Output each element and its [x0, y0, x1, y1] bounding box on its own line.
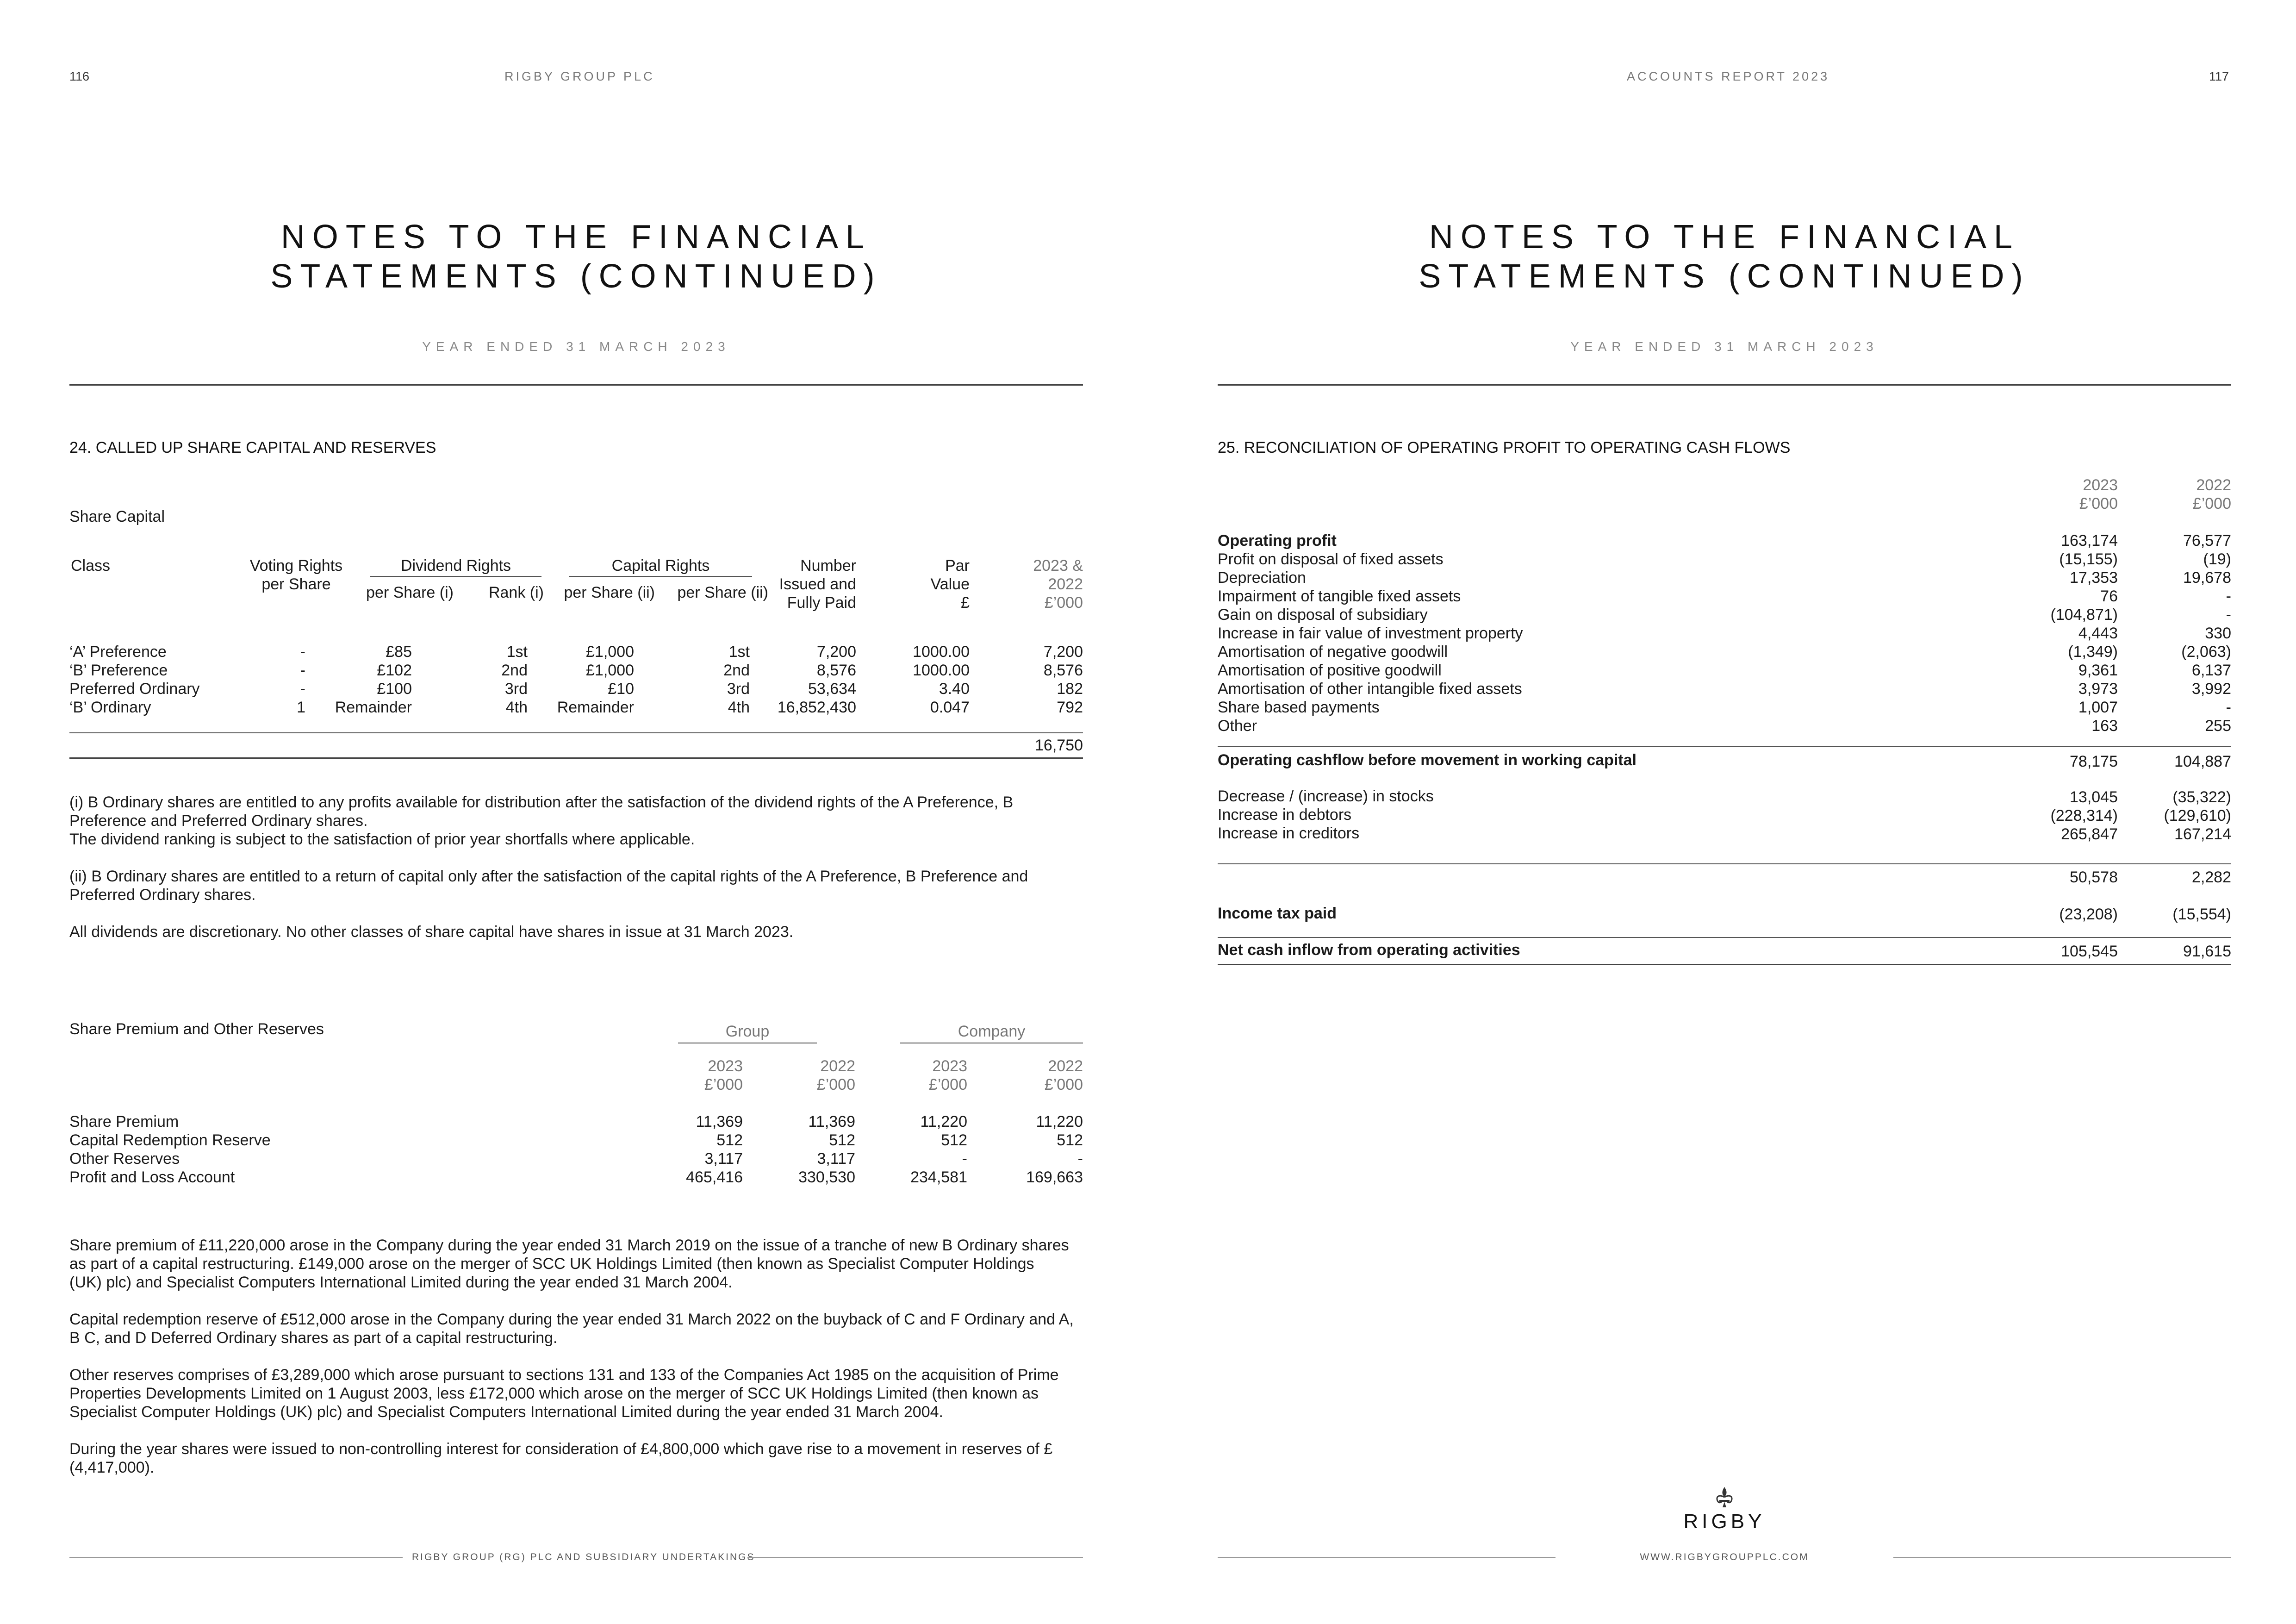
reserve-row-value: 11,369: [696, 1113, 743, 1131]
note-capital-rights: (ii) B Ordinary shares are entitled to a return of capital only after the satisfaction of the capital rights of the A Preference, B Preference and Preferred Ordinary shares.: [69, 868, 1028, 904]
page-title: [69, 218, 1083, 296]
reserves-unit: £’000: [928, 1076, 967, 1093]
working-capital-label: Increase in debtors: [1218, 806, 1352, 824]
cashflow-row-2022: 76,577: [2183, 532, 2231, 550]
col-header-number-2: Issued and: [779, 575, 856, 593]
share-row-par: 1000.00: [913, 643, 970, 661]
share-row-div-rank: 4th: [505, 699, 528, 716]
cashflow-col-2023: 2023: [2083, 476, 2118, 494]
share-capital-total-rule: [69, 757, 1083, 759]
cashflow-row-2022: -: [2226, 606, 2231, 624]
page-title: [1218, 218, 2231, 296]
col-header-par-1: Par: [945, 557, 970, 575]
reserve-row-label: Capital Redemption Reserve: [69, 1131, 271, 1149]
page-number: 116: [69, 69, 90, 83]
reserve-row-value: 3,117: [817, 1150, 855, 1168]
share-row-number: 53,634: [808, 680, 856, 698]
share-row-class: ‘B’ Ordinary: [69, 699, 151, 716]
operating-cashflow-label: Operating cashflow before movement in working capital: [1218, 751, 1636, 769]
share-row-div-per-share: £100: [377, 680, 412, 698]
cashflow-row-label: Share based payments: [1218, 699, 1380, 716]
cashflow-unit: £’000: [2192, 495, 2231, 512]
share-row-voting: -: [300, 680, 305, 698]
income-tax-2022: (15,554): [2172, 906, 2231, 923]
cashflow-row-label: Impairment of tangible fixed assets: [1218, 587, 1461, 605]
footer-text: RIGBY GROUP (RG) PLC AND SUBSIDIARY UNDERTAKINGS: [412, 1552, 755, 1562]
share-row-div-per-share: £102: [377, 662, 412, 679]
col-header-year-1: 2023 &: [1033, 557, 1083, 575]
col-header-cap-per-share: per Share (ii): [564, 584, 655, 601]
share-row-div-rank: 1st: [506, 643, 528, 661]
reserves-unit: £’000: [1044, 1076, 1083, 1093]
share-row-class: ‘A’ Preference: [69, 643, 167, 661]
operating-cashflow-2022: 104,887: [2174, 753, 2231, 770]
share-row-cap-per-share: £1,000: [586, 643, 634, 661]
reserve-row-value: 330,530: [798, 1168, 855, 1186]
cashflow-row-2023: 163: [2091, 717, 2118, 735]
reserve-row-value: 465,416: [686, 1168, 743, 1186]
cashflow-rule-3: [1218, 937, 2231, 938]
cashflow-row-label: Depreciation: [1218, 569, 1306, 587]
reserve-row-value: 11,220: [920, 1113, 967, 1131]
cashflow-row-2022: -: [2226, 699, 2231, 716]
share-capital-total: 16,750: [1035, 737, 1083, 754]
fleur-de-lis-icon: [1704, 1486, 1745, 1509]
reserve-row-value: 169,663: [1026, 1168, 1083, 1186]
header-divider: [69, 384, 1083, 386]
reserve-row-value: 512: [829, 1131, 855, 1149]
share-row-div-rank: 3rd: [504, 680, 528, 698]
section-title: 25. RECONCILIATION OF OPERATING PROFIT TO OPERATING CASH FLOWS: [1218, 439, 1791, 456]
share-row-value: 792: [1057, 699, 1083, 716]
share-row-number: 8,576: [816, 662, 856, 679]
reserve-row-value: 11,369: [808, 1113, 855, 1131]
dividend-group-rule: [370, 576, 541, 577]
cashflow-col-2022: 2022: [2196, 476, 2231, 494]
cashflow-row-2022: 19,678: [2183, 569, 2231, 587]
col-header-div-per-share: per Share (i): [366, 584, 454, 601]
col-header-voting-2: per Share: [261, 575, 331, 593]
cashflow-row-2023: (1,349): [2068, 643, 2118, 661]
col-header-div-rank: Rank (i): [488, 584, 544, 601]
subtotal-2023: 50,578: [2070, 868, 2118, 886]
operating-cashflow-2023: 78,175: [2070, 753, 2118, 770]
income-tax-label: Income tax paid: [1218, 905, 1337, 922]
reserves-group-label: Group: [725, 1023, 770, 1040]
cashflow-row-2023: (104,871): [2050, 606, 2118, 624]
paragraph-other-reserves: Other reserves comprises of £3,289,000 which arose pursuant to sections 131 and 133 of the Companies Act 1985 on the acquisition of Prime Properties Developments Limited on 1 August 2003, less £172,000 which arose on the merger of SCC UK Holdings Limited (then known as Specialist Computer Holdings (UK) plc) and Specialist Computers International Limited during the year ended 31 March 2004.: [69, 1366, 1059, 1421]
cashflow-row-label: Amortisation of positive goodwill: [1218, 662, 1442, 679]
col-header-par-3: £: [961, 594, 970, 612]
working-capital-label: Decrease / (increase) in stocks: [1218, 787, 1434, 805]
reserve-row-label: Profit and Loss Account: [69, 1168, 235, 1186]
reserves-col-group-2023: 2023: [708, 1057, 743, 1075]
cashflow-row-2022: (2,063): [2181, 643, 2231, 661]
footer-rule-left: [1218, 1557, 1556, 1558]
share-row-cap-per-share: £1,000: [586, 662, 634, 679]
reserve-row-value: 512: [716, 1131, 743, 1149]
reserves-col-group-2022: 2022: [820, 1057, 855, 1075]
reserves-heading: Share Premium and Other Reserves: [69, 1020, 324, 1038]
rigby-logo-text: RIGBY: [1683, 1510, 1766, 1533]
note-dividend-rights: (i) B Ordinary shares are entitled to any profits available for distribution after the satisfaction of the dividend rights of the A Preference, B Preference and Preferred Ordinary shares.: [69, 793, 1014, 830]
cashflow-row-2023: 76: [2100, 587, 2118, 605]
cashflow-row-2023: 4,443: [2078, 625, 2118, 642]
paragraph-capital-redemption: Capital redemption reserve of £512,000 arose in the Company during the year ended 31 March 2022 on the buyback of C and F Ordinary and A, B C, and D Deferred Ordinary shares as part of a capital restructuring.: [69, 1311, 1074, 1347]
share-row-value: 7,200: [1043, 643, 1083, 661]
paragraph-non-controlling: During the year shares were issued to non-controlling interest for consideration of £4,800,000 which gave rise to a movement in reserves of £(4,417,000).: [69, 1440, 1053, 1476]
share-row-cap-rank: 4th: [728, 699, 750, 716]
col-header-number-1: Number: [800, 557, 856, 575]
reserves-paragraphs: [69, 1236, 1083, 1477]
share-row-cap-per-share: £10: [608, 680, 634, 698]
cashflow-row-label: Amortisation of other intangible fixed assets: [1218, 680, 1522, 698]
reserve-row-value: 512: [1057, 1131, 1083, 1149]
share-row-number: 16,852,430: [777, 699, 856, 716]
share-row-class: Preferred Ordinary: [69, 680, 200, 698]
cashflow-row-2023: 1,007: [2078, 699, 2118, 716]
cashflow-row-2022: 3,992: [2191, 680, 2231, 698]
col-header-year-2: 2022: [1048, 575, 1083, 593]
col-header-capital-group: Capital Rights: [611, 557, 710, 575]
net-cash-2022: 91,615: [2183, 943, 2231, 960]
share-row-par: 1000.00: [913, 662, 970, 679]
section-title: 24. CALLED UP SHARE CAPITAL AND RESERVES: [69, 439, 436, 456]
working-capital-2023: 13,045: [2070, 788, 2118, 806]
page-title-line-2: STATEMENTS (CONTINUED): [1419, 258, 2030, 295]
page-title-line-1: NOTES TO THE FINANCIAL: [280, 219, 872, 256]
paragraph-share-premium: Share premium of £11,220,000 arose in the Company during the year ended 31 March 2019 on the issue of a tranche of new B Ordinary shares as part of a capital restructuring. £149,000 arose on the merger of SCC UK Holdings Limited (then known as Specialist Computer Holdings (UK) plc) and Specialist Computers International Limited during the year ended 31 March 2004.: [69, 1237, 1069, 1291]
reserve-row-value: 234,581: [910, 1168, 967, 1186]
cashflow-row-label: Operating profit: [1218, 532, 1337, 550]
share-row-div-rank: 2nd: [501, 662, 528, 679]
share-row-voting: 1: [297, 699, 305, 716]
reserves-col-company-2023: 2023: [932, 1057, 967, 1075]
running-head: ACCOUNTS REPORT 2023: [1627, 69, 1830, 83]
cashflow-row-2023: 3,973: [2078, 680, 2118, 698]
col-header-number-3: Fully Paid: [787, 594, 856, 612]
note-discretionary: All dividends are discretionary. No other classes of share capital have shares in issue at 31 March 2023.: [69, 923, 794, 941]
cashflow-rule-1: [1218, 746, 2231, 747]
cashflow-row-label: Amortisation of negative goodwill: [1218, 643, 1448, 661]
capital-group-rule: [569, 576, 752, 577]
share-capital-notes: [69, 793, 1083, 941]
share-row-cap-per-share: Remainder: [557, 699, 634, 716]
working-capital-2022: (129,610): [2164, 807, 2231, 824]
header-divider: [1218, 384, 2231, 386]
cashflow-unit: £’000: [2079, 495, 2118, 512]
share-row-cap-rank: 3rd: [727, 680, 750, 698]
share-row-class: ‘B’ Preference: [69, 662, 168, 679]
cashflow-row-label: Other: [1218, 717, 1257, 735]
net-cash-label: Net cash inflow from operating activities: [1218, 941, 1520, 959]
share-row-cap-rank: 2nd: [723, 662, 750, 679]
reserve-row-value: 512: [941, 1131, 967, 1149]
reserves-unit: £’000: [704, 1076, 743, 1093]
col-header-voting-1: Voting Rights: [249, 557, 343, 575]
page-subtitle: YEAR ENDED 31 MARCH 2023: [422, 339, 730, 354]
col-header-dividend-group: Dividend Rights: [400, 557, 511, 575]
reserve-row-value: -: [962, 1150, 967, 1168]
working-capital-label: Increase in creditors: [1218, 824, 1360, 842]
cashflow-row-label: Gain on disposal of subsidiary: [1218, 606, 1428, 624]
share-row-value: 8,576: [1043, 662, 1083, 679]
cashflow-row-label: Increase in fair value of investment property: [1218, 625, 1523, 642]
reserves-col-company-2022: 2022: [1048, 1057, 1083, 1075]
net-cash-2023: 105,545: [2061, 943, 2118, 960]
col-header-class: Class: [71, 557, 111, 575]
website-link[interactable]: WWW.RIGBYGROUPPLC.COM: [1640, 1552, 1809, 1562]
cashflow-row-2023: 9,361: [2078, 662, 2118, 679]
cashflow-row-2022: 255: [2205, 717, 2231, 735]
cashflow-rule-2: [1218, 863, 2231, 864]
cashflow-row-2022: -: [2226, 587, 2231, 605]
share-row-value: 182: [1057, 680, 1083, 698]
working-capital-2022: 167,214: [2174, 825, 2231, 843]
income-tax-2023: (23,208): [2059, 906, 2118, 923]
cashflow-row-2022: 330: [2205, 625, 2231, 642]
cashflow-row-2022: (19): [2203, 550, 2231, 568]
col-header-cap-rank: per Share (ii): [677, 584, 768, 601]
working-capital-2023: 265,847: [2061, 825, 2118, 843]
working-capital-2022: (35,322): [2172, 788, 2231, 806]
reserve-row-value: 11,220: [1036, 1113, 1083, 1131]
share-capital-heading: Share Capital: [69, 508, 165, 525]
reserves-company-label: Company: [958, 1023, 1026, 1040]
col-header-year-3: £’000: [1044, 594, 1083, 612]
cashflow-row-label: Profit on disposal of fixed assets: [1218, 550, 1444, 568]
share-row-voting: -: [300, 643, 305, 661]
share-row-par: 3.40: [939, 680, 970, 698]
reserve-row-value: -: [1077, 1150, 1083, 1168]
page-number: 117: [2209, 69, 2229, 83]
cashflow-rule-final: [1218, 964, 2231, 965]
share-row-cap-rank: 1st: [728, 643, 750, 661]
share-row-number: 7,200: [816, 643, 856, 661]
footer-rule-right: [1893, 1557, 2231, 1558]
share-row-div-per-share: Remainder: [335, 699, 412, 716]
reserve-row-label: Other Reserves: [69, 1150, 180, 1168]
share-capital-subtotal-rule: [69, 732, 1083, 733]
col-header-par-2: Value: [930, 575, 970, 593]
cashflow-row-2023: (15,155): [2059, 550, 2118, 568]
page-title-line-2: STATEMENTS (CONTINUED): [270, 258, 882, 295]
reserve-row-label: Share Premium: [69, 1113, 179, 1131]
page-title-line-1: NOTES TO THE FINANCIAL: [1429, 219, 2020, 256]
running-head: RIGBY GROUP PLC: [504, 69, 655, 83]
cashflow-row-2022: 6,137: [2191, 662, 2231, 679]
subtotal-2022: 2,282: [2191, 868, 2231, 886]
share-row-div-per-share: £85: [386, 643, 412, 661]
footer-rule-right: [747, 1557, 1083, 1558]
reserve-row-value: 3,117: [704, 1150, 743, 1168]
cashflow-row-2023: 17,353: [2070, 569, 2118, 587]
cashflow-row-2023: 163,174: [2061, 532, 2118, 550]
working-capital-2023: (228,314): [2050, 807, 2118, 824]
share-row-voting: -: [300, 662, 305, 679]
page-117: [1148, 0, 2296, 1624]
reserves-unit: £’000: [816, 1076, 855, 1093]
page-subtitle: YEAR ENDED 31 MARCH 2023: [1570, 339, 1879, 354]
share-row-par: 0.047: [930, 699, 970, 716]
footer-rule-left: [69, 1557, 403, 1558]
note-dividend-ranking: The dividend ranking is subject to the satisfaction of prior year shortfalls where applicable.: [69, 831, 695, 848]
